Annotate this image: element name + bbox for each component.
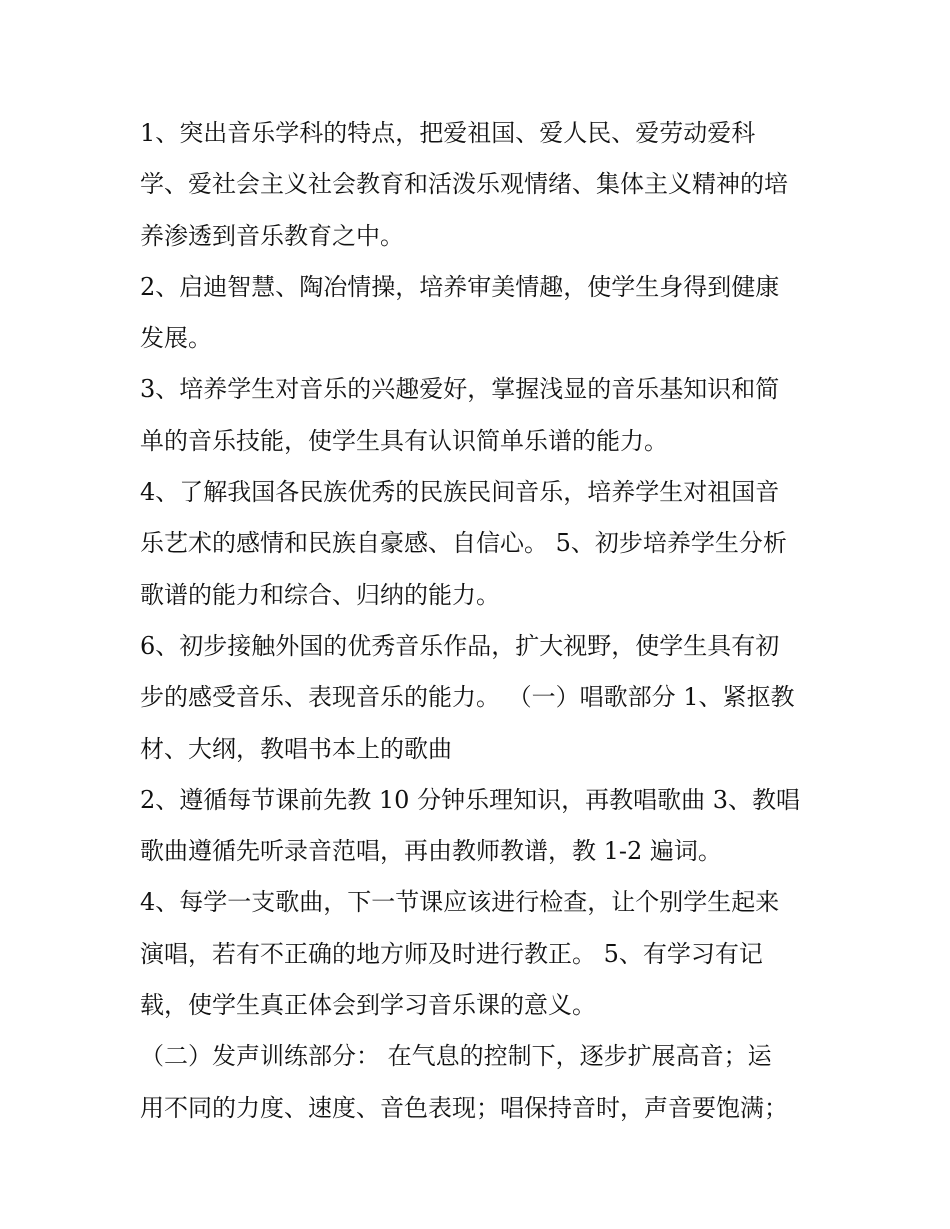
text-line: 2、启迪智慧、陶冶情操，培养审美情趣，使学生身得到健康: [140, 272, 780, 301]
text-line: 单的音乐技能，使学生具有认识简单乐谱的能力。: [140, 426, 668, 455]
text-line: 乐艺术的感情和民族自豪感、自信心。 5、初步培养学生分析: [140, 529, 787, 558]
text-line: 用不同的力度、速度、音色表现；唱保持音时，声音要饱满；: [140, 1093, 788, 1122]
text-line: 3、培养学生对音乐的兴趣爱好，掌握浅显的音乐基知识和简: [140, 375, 780, 404]
text-line: 1、突出音乐学科的特点，把爱祖国、爱人民、爱劳动爱科: [140, 119, 756, 147]
text-line: 载，使学生真正体会到学习音乐课的意义。: [140, 991, 596, 1020]
text-line: 发展。: [140, 324, 212, 353]
text-line: （二）发声训练部分： 在气息的控制下，逐步扩展高音；运: [140, 1042, 772, 1071]
text-line: 养渗透到音乐教育之中。: [140, 221, 404, 250]
text-line: 2、遵循每节课前先教 10 分钟乐理知识，再教唱歌曲 3、教唱: [140, 785, 800, 814]
text-line: 4、了解我国各民族优秀的民族民间音乐，培养学生对祖国音: [140, 478, 780, 507]
text-line: 4、每学一支歌曲，下一节课应该进行检查，让个别学生起来: [140, 888, 780, 917]
text-line: 演唱，若有不正确的地方师及时进行教正。 5、有学习有记: [140, 939, 763, 968]
document-body: [140, 108, 820, 1134]
text-line: 步的感受音乐、表现音乐的能力。 （一）唱歌部分 1、紧抠教: [140, 683, 795, 712]
text-line: 材、大纲，教唱书本上的歌曲: [140, 734, 452, 763]
text-line: 6、初步接触外国的优秀音乐作品，扩大视野，使学生具有初: [140, 631, 780, 660]
text-line: 歌谱的能力和综合、归纳的能力。: [140, 580, 500, 609]
text-line: 歌曲遵循先听录音范唱，再由教师教谱，教 1-2 遍词。: [140, 837, 722, 866]
text-line: 学、爱社会主义社会教育和活泼乐观情绪、集体主义精神的培: [140, 170, 788, 199]
